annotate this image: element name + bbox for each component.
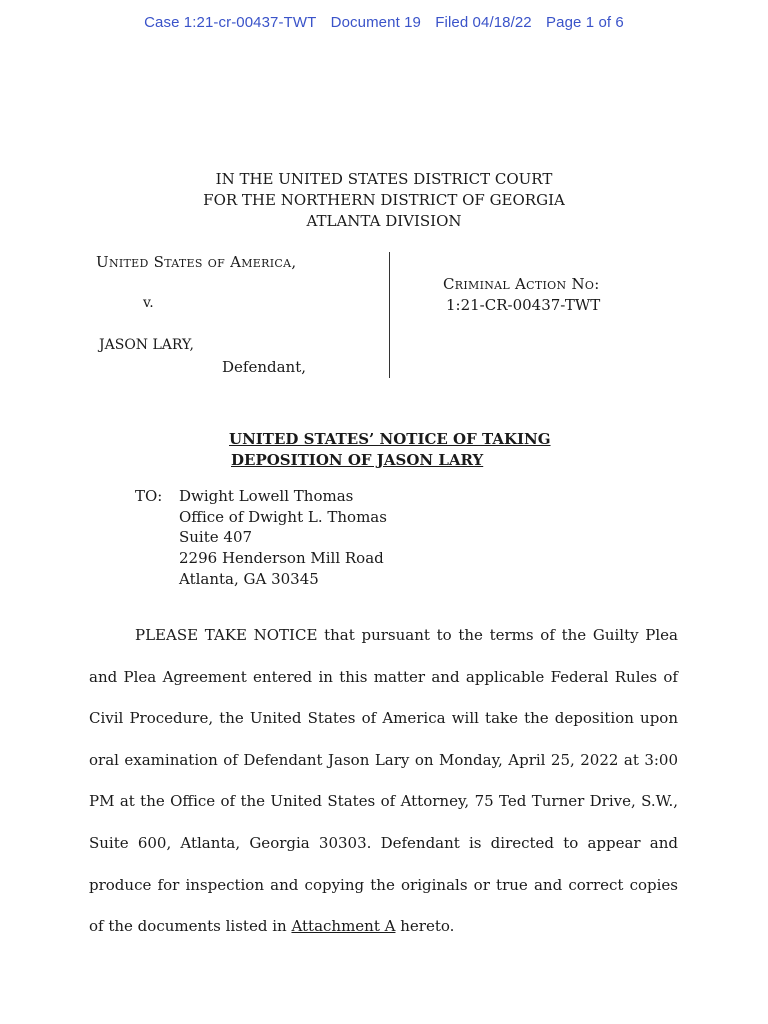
filed-date: Filed 04/18/22 [435, 14, 532, 31]
court-division: ATLANTA DIVISION [306, 212, 462, 230]
page-indicator: Page 1 of 6 [546, 14, 624, 31]
versus-label: v. [143, 295, 154, 311]
criminal-action-label: Criminal Action No: [443, 275, 600, 293]
to-label: TO: [135, 487, 163, 505]
case-number: Case 1:21-cr-00437-TWT [144, 14, 317, 31]
document-title [229, 429, 551, 471]
filing-header [0, 14, 768, 31]
title-line-1: UNITED STATES’ NOTICE OF TAKING [229, 430, 551, 448]
criminal-action-number: 1:21-CR-00437-TWT [446, 296, 601, 314]
recipient-address [179, 486, 387, 590]
document-number: Document 19 [330, 14, 421, 31]
recipient-street: 2296 Henderson Mill Road [179, 549, 384, 568]
court-district: FOR THE NORTHERN DISTRICT OF GEORGIA [203, 191, 565, 209]
defendant-role: Defendant, [222, 358, 306, 376]
court-name: IN THE UNITED STATES DISTRICT COURT [215, 170, 553, 188]
recipient-office: Office of Dwight L. Thomas [179, 507, 387, 526]
court-heading [0, 169, 768, 232]
plaintiff-name: United States of America, [96, 253, 297, 271]
title-line-2: DEPOSITION OF JASON LARY [231, 451, 484, 469]
case-caption-action [443, 274, 600, 316]
notice-body-text: PLEASE TAKE NOTICE that pursuant to the terms of the Guilty Plea and Plea Agreement entered in this matter and applicable Federal Rules of Civil Procedure, the United States of America will take the deposition upon oral examination of Defendant Jason Lary on Monday, April 25, 2022 at 3:00 PM at the Office of the United States of Attorney, 75 Ted Turner Drive, S.W., Suite 600, Atlanta, Georgia 30303. Defendant is directed to appear and produce for inspection and copying the originals or true and correct copies of the documents listed in [89, 626, 678, 936]
attachment-a-link[interactable]: Attachment A [291, 917, 396, 936]
recipient-city: Atlanta, GA 30345 [179, 569, 319, 588]
defendant-name: JASON LARY, [99, 337, 194, 353]
recipient-suite: Suite 407 [179, 528, 253, 547]
notice-paragraph [89, 615, 678, 948]
caption-divider [389, 252, 390, 378]
recipient-name: Dwight Lowell Thomas [179, 487, 354, 505]
notice-body-tail: hereto. [400, 917, 455, 936]
